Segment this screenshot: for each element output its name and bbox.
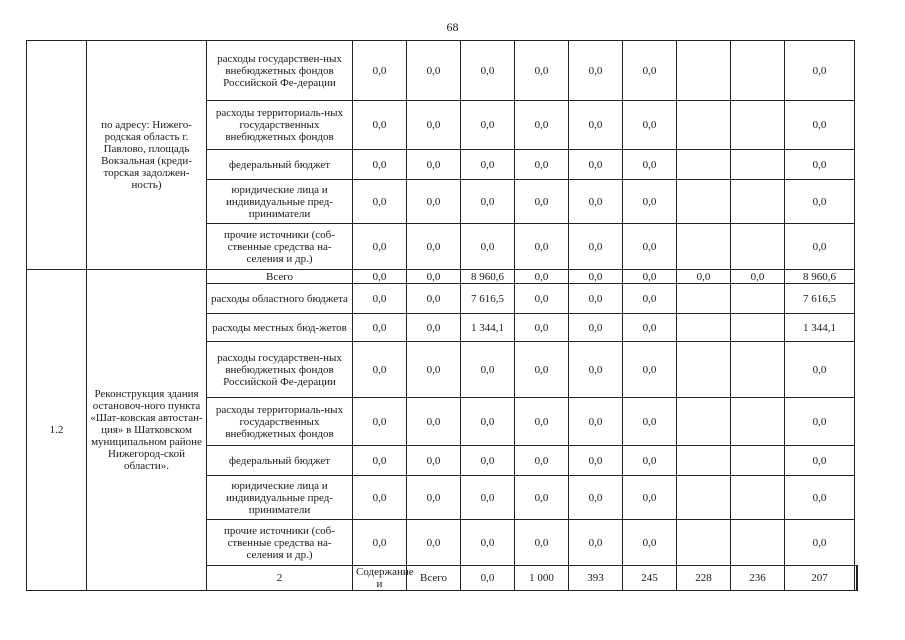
value-cell: 393 [569, 566, 623, 591]
value-cell: 0,0 [353, 476, 407, 520]
value-cell: 0,0 [515, 41, 569, 101]
table-row [27, 41, 858, 101]
value-cell [731, 342, 785, 398]
value-cell: 0,0 [785, 476, 855, 520]
value-cell: 0,0 [569, 342, 623, 398]
value-cell [731, 398, 785, 446]
value-cell: 236 [731, 566, 785, 591]
value-cell: 0,0 [623, 314, 677, 342]
funding-source-cell: Всего [207, 270, 353, 284]
value-cell: 0,0 [785, 446, 855, 476]
value-cell: 0,0 [515, 270, 569, 284]
activity-description-cell: Содержание и [353, 566, 407, 591]
value-cell: 0,0 [407, 284, 461, 314]
value-cell: 0,0 [623, 101, 677, 150]
value-cell: 0,0 [623, 180, 677, 224]
value-cell: 0,0 [407, 446, 461, 476]
value-cell: 0,0 [569, 476, 623, 520]
value-cell: 0,0 [785, 150, 855, 180]
value-cell: 0,0 [569, 150, 623, 180]
value-cell: 0,0 [353, 342, 407, 398]
value-cell: 0,0 [407, 180, 461, 224]
value-cell [677, 398, 731, 446]
value-cell: 0,0 [623, 41, 677, 101]
value-cell: 0,0 [461, 446, 515, 476]
funding-source-cell: расходы государствен-ных внебюджетных фондов Российской Фе-дерации [207, 342, 353, 398]
value-cell: 0,0 [353, 446, 407, 476]
value-cell: 0,0 [623, 520, 677, 566]
funding-source-cell: расходы областного бюджета [207, 284, 353, 314]
value-cell: 0,0 [461, 101, 515, 150]
value-cell: 0,0 [353, 520, 407, 566]
value-cell: 0,0 [569, 224, 623, 270]
value-cell: 0,0 [515, 398, 569, 446]
value-cell: 0,0 [353, 224, 407, 270]
value-cell: 0,0 [569, 41, 623, 101]
value-cell: 0,0 [515, 224, 569, 270]
value-cell: 0,0 [515, 150, 569, 180]
value-cell [677, 180, 731, 224]
value-cell: 0,0 [353, 150, 407, 180]
funding-source-cell: прочие источники (соб-ственные средства на-селения и др.) [207, 224, 353, 270]
value-cell: 0,0 [623, 284, 677, 314]
value-cell: 207 [785, 566, 855, 591]
value-cell: 0,0 [569, 314, 623, 342]
funding-source-cell: федеральный бюджет [207, 446, 353, 476]
value-cell: 0,0 [785, 101, 855, 150]
value-cell [677, 476, 731, 520]
value-cell: 0,0 [677, 270, 731, 284]
value-cell [677, 342, 731, 398]
value-cell: 0,0 [785, 398, 855, 446]
value-cell: 7 616,5 [461, 284, 515, 314]
value-cell: 0,0 [461, 180, 515, 224]
value-cell: 0,0 [353, 284, 407, 314]
funding-source-cell: Всего [407, 566, 461, 591]
value-cell [677, 446, 731, 476]
funding-source-cell: расходы территориаль-ных государственных внебюджетных фондов [207, 101, 353, 150]
value-cell: 0,0 [407, 224, 461, 270]
value-cell: 0,0 [569, 446, 623, 476]
value-cell [731, 476, 785, 520]
value-cell: 0,0 [569, 101, 623, 150]
value-cell: 1 344,1 [461, 314, 515, 342]
funding-source-cell: расходы территориаль-ных государственных внебюджетных фондов [207, 398, 353, 446]
funding-source-cell: прочие источники (соб-ственные средства на-селения и др.) [207, 520, 353, 566]
value-cell: 0,0 [461, 398, 515, 446]
value-cell [731, 446, 785, 476]
value-cell: 1 000 [515, 566, 569, 591]
value-cell: 0,0 [353, 398, 407, 446]
value-cell: 0,0 [407, 520, 461, 566]
value-cell: 0,0 [353, 314, 407, 342]
value-cell: 0,0 [785, 520, 855, 566]
funding-source-cell: федеральный бюджет [207, 150, 353, 180]
value-cell [677, 41, 731, 101]
value-cell: 0,0 [461, 41, 515, 101]
value-cell: 0,0 [407, 41, 461, 101]
value-cell: 0,0 [785, 41, 855, 101]
page-number: 68 [446, 20, 459, 34]
value-cell: 0,0 [515, 342, 569, 398]
value-cell: 0,0 [515, 314, 569, 342]
value-cell [731, 41, 785, 101]
funding-source-cell: расходы местных бюд-жетов [207, 314, 353, 342]
value-cell: 0,0 [515, 446, 569, 476]
value-cell [731, 180, 785, 224]
value-cell [731, 314, 785, 342]
value-cell: 0,0 [353, 41, 407, 101]
value-cell: 1 344,1 [785, 314, 855, 342]
value-cell: 0,0 [461, 566, 515, 591]
row-index-cell [27, 41, 87, 270]
value-cell [731, 520, 785, 566]
value-cell: 0,0 [731, 270, 785, 284]
value-cell: 0,0 [623, 342, 677, 398]
row-index-cell: 2 [207, 566, 353, 591]
value-cell [677, 314, 731, 342]
value-cell: 0,0 [623, 270, 677, 284]
value-cell: 0,0 [623, 476, 677, 520]
value-cell: 0,0 [407, 476, 461, 520]
activity-description-cell: Реконструкция здания остановоч-ного пункта «Шат-ковская автостан-ция» в Шатковском муниципальном районе Нижегород-ской области». [87, 270, 207, 591]
value-cell [677, 224, 731, 270]
value-cell [677, 520, 731, 566]
value-cell [677, 150, 731, 180]
value-cell: 0,0 [461, 224, 515, 270]
value-cell: 0,0 [785, 342, 855, 398]
value-cell [731, 101, 785, 150]
value-cell: 0,0 [407, 398, 461, 446]
value-cell: 0,0 [461, 150, 515, 180]
value-cell: 228 [677, 566, 731, 591]
value-cell: 0,0 [515, 520, 569, 566]
value-cell: 0,0 [623, 446, 677, 476]
funding-source-cell: юридические лица и индивидуальные пред-приниматели [207, 180, 353, 224]
value-cell: 0,0 [569, 398, 623, 446]
value-cell: 0,0 [785, 224, 855, 270]
value-cell [731, 150, 785, 180]
value-cell [677, 284, 731, 314]
value-cell: 0,0 [407, 314, 461, 342]
value-cell: 0,0 [569, 284, 623, 314]
value-cell: 0,0 [407, 150, 461, 180]
value-cell: 8 960,6 [461, 270, 515, 284]
value-cell: 0,0 [461, 476, 515, 520]
value-cell: 0,0 [569, 270, 623, 284]
value-cell: 0,0 [623, 398, 677, 446]
value-cell: 0,0 [623, 224, 677, 270]
activity-description-cell: по адресу: Нижего-родская область г. Павлово, площадь Вокзальная (креди-торская задолжен-ность) [87, 41, 207, 270]
value-cell: 0,0 [407, 270, 461, 284]
value-cell: 0,0 [785, 180, 855, 224]
value-cell: 0,0 [407, 342, 461, 398]
value-cell: 0,0 [515, 284, 569, 314]
table-row [27, 270, 858, 284]
value-cell [731, 284, 785, 314]
value-cell: 8 960,6 [785, 270, 855, 284]
value-cell: 0,0 [623, 150, 677, 180]
value-cell: 0,0 [461, 342, 515, 398]
value-cell: 0,0 [569, 520, 623, 566]
value-cell: 0,0 [515, 180, 569, 224]
value-cell [677, 101, 731, 150]
value-cell: 0,0 [407, 101, 461, 150]
value-cell: 0,0 [515, 476, 569, 520]
budget-table [26, 40, 858, 591]
value-cell: 0,0 [515, 101, 569, 150]
row-index-cell: 1.2 [27, 270, 87, 591]
value-cell: 0,0 [353, 270, 407, 284]
value-cell: 0,0 [353, 180, 407, 224]
value-cell: 0,0 [461, 520, 515, 566]
value-cell [731, 224, 785, 270]
value-cell: 0,0 [569, 180, 623, 224]
funding-source-cell: юридические лица и индивидуальные пред-приниматели [207, 476, 353, 520]
funding-source-cell: расходы государствен-ных внебюджетных фондов Российской Фе-дерации [207, 41, 353, 101]
value-cell [856, 566, 858, 591]
value-cell: 0,0 [353, 101, 407, 150]
value-cell: 245 [623, 566, 677, 591]
value-cell: 7 616,5 [785, 284, 855, 314]
